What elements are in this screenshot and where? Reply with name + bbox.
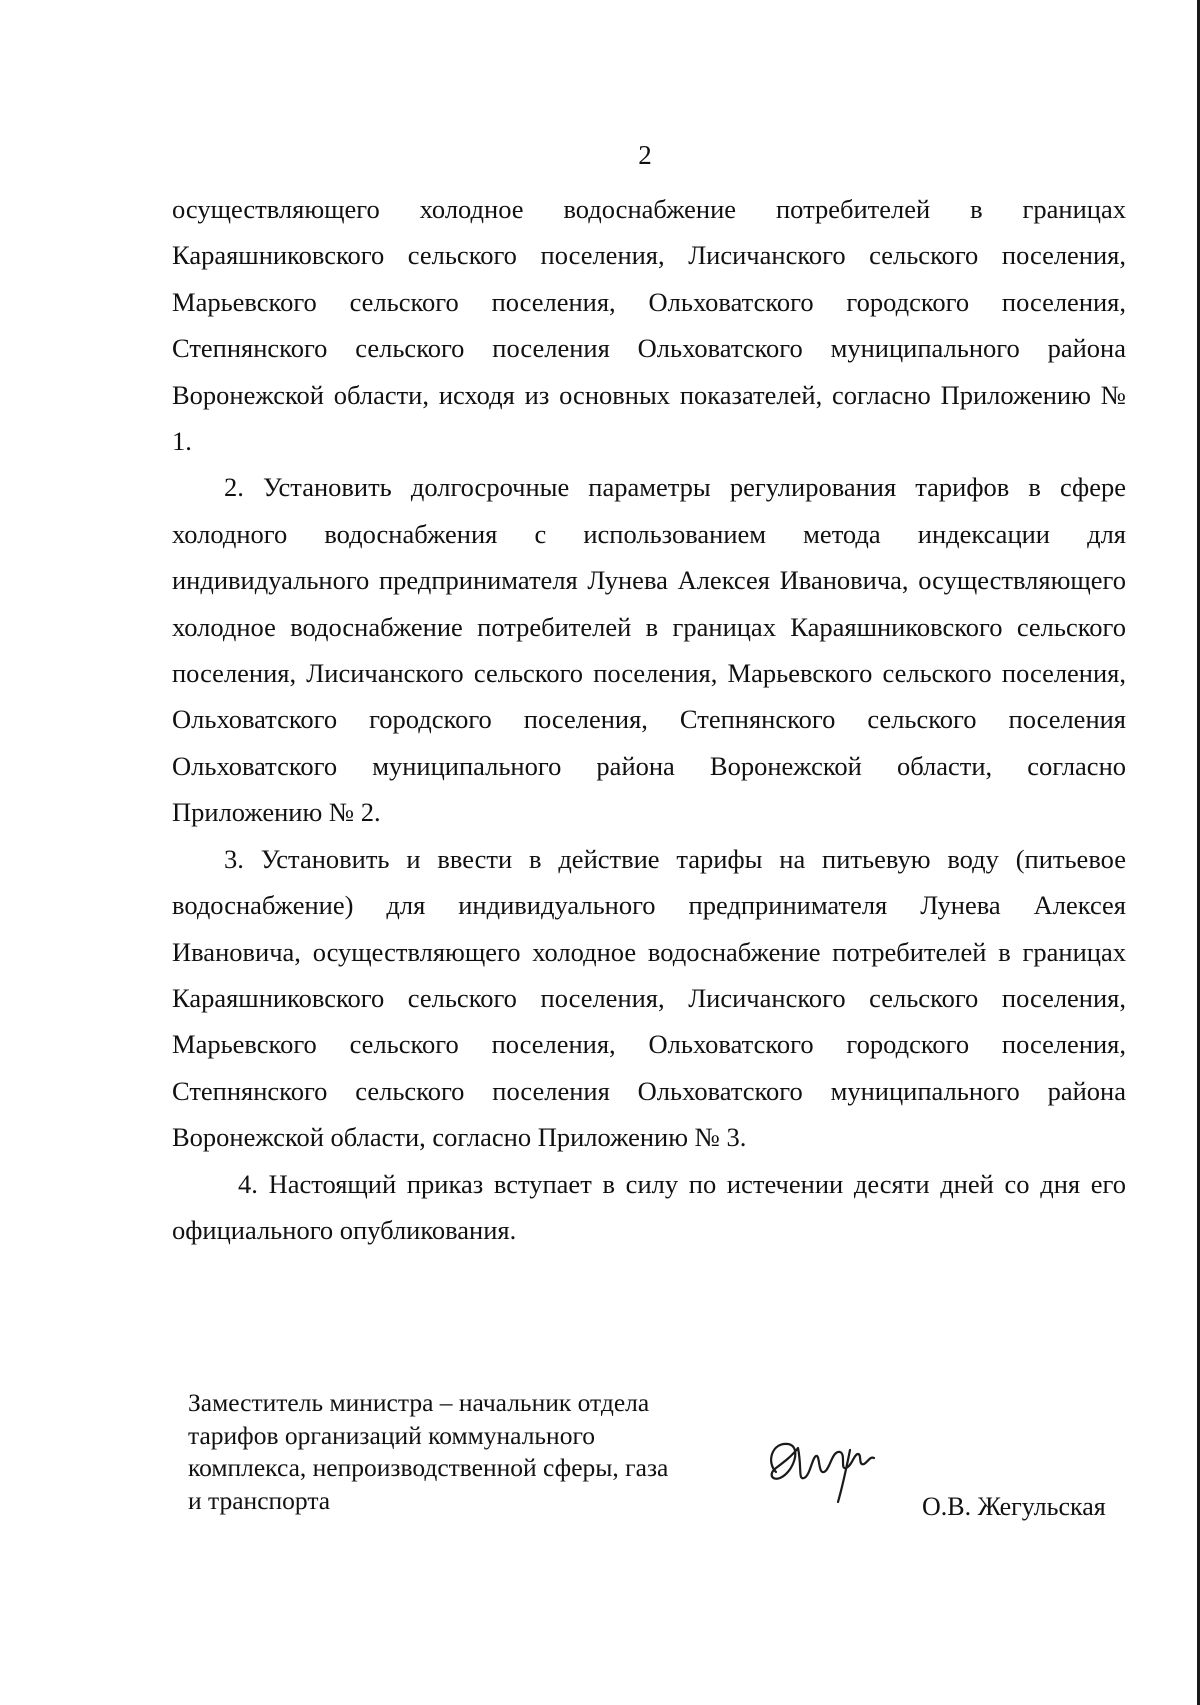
signer-name: О.В. Жегульская xyxy=(922,1492,1106,1521)
page-number: 2 xyxy=(638,140,652,170)
signer-position-line: комплекса, непроизводственной сферы, газа xyxy=(188,1453,669,1482)
paragraph-continuation: осуществляющего холодное водоснабжение потребителей в границах Караяшниковского сельского поселения, Лисичанского сельского поселения, Марьевского сельского поселения, Ольховатского городского поселения, Степнянского сельского поселения Ольховатского муниципального района Воронежской области, исходя из основных показателей, согласно Приложению № 1. xyxy=(172,194,1126,457)
paragraph-2: 2. Установить долгосрочные параметры регулирования тарифов в сфере холодного водоснабжения с использованием метода индексации для индивидуального предпринимателя Лунева Алексея Ивановича, осуществляющего холодное водоснабжение потребителей в границах Караяшниковского сельского поселения, Лисичанского сельского поселения, Марьевского сельского поселения, Ольховатского городского поселения, Степнянского сельского поселения Ольховатского муниципального района Воронежской области, согласно Приложению № 2. xyxy=(172,472,1126,828)
signer-position xyxy=(188,1387,748,1517)
paragraph-4: 4. Настоящий приказ вступает в силу по истечении десяти дней со дня его официального опубликования. xyxy=(172,1168,1126,1245)
paragraph-3: 3. Установить и ввести в действие тарифы на питьевую воду (питьевое водоснабжение) для индивидуального предпринимателя Лунева Алексея Ивановича, осуществляющего холодное водоснабжение потребителей в границах Караяшниковского сельского поселения, Лисичанского сельского поселения, Марьевского сельского поселения, Ольховатского городского поселения, Степнянского сельского поселения Ольховатского муниципального района Воронежской области, согласно Приложению № 3. xyxy=(172,843,1126,1153)
signer-position-line: тарифов организаций коммунального xyxy=(188,1420,596,1450)
signer-position-line: и транспорта xyxy=(188,1485,331,1515)
signer-position-line: Заместитель министра – начальник отдела xyxy=(188,1388,650,1417)
handwritten-signature xyxy=(758,1428,898,1508)
document-body xyxy=(172,186,1126,1253)
